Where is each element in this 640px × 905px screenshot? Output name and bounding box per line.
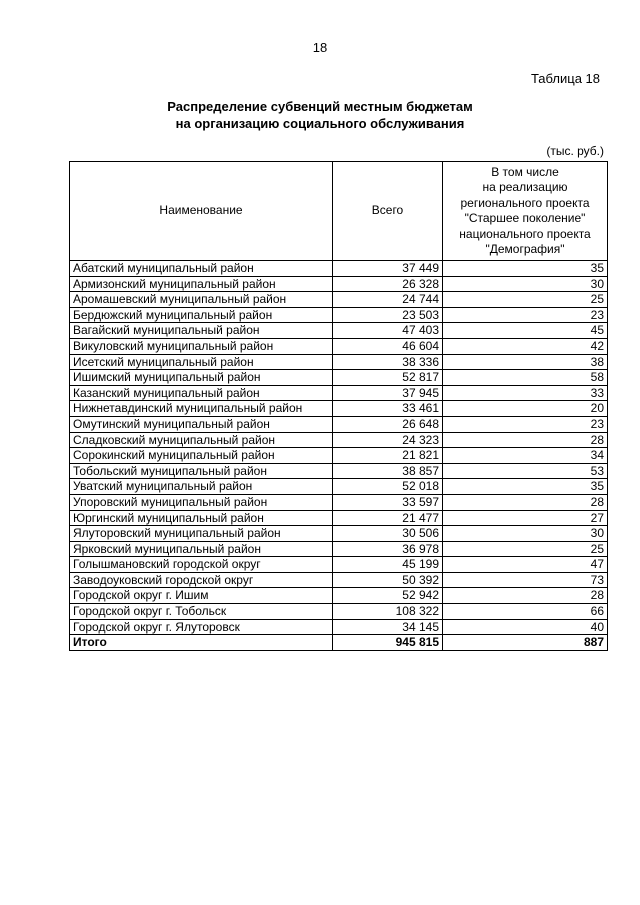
cell-name: Городской округ г. Ишим (70, 588, 333, 604)
table-row (70, 261, 608, 277)
cell-name: Ялуторовский муниципальный район (70, 526, 333, 542)
cell-project: 33 (443, 385, 608, 401)
cell-total: 26 328 (333, 276, 443, 292)
header-project-line: В том числе (491, 164, 559, 179)
total-sum: 945 815 (333, 635, 443, 651)
cell-project: 66 (443, 604, 608, 620)
cell-project: 53 (443, 463, 608, 479)
table-row (70, 572, 608, 588)
cell-name: Голышмановский городской округ (70, 557, 333, 573)
cell-project: 38 (443, 354, 608, 370)
cell-total: 46 604 (333, 338, 443, 354)
cell-total: 52 942 (333, 588, 443, 604)
table-label: Таблица 18 (530, 71, 600, 86)
cell-name: Ярковский муниципальный район (70, 541, 333, 557)
cell-project: 23 (443, 416, 608, 432)
cell-project: 28 (443, 588, 608, 604)
cell-name: Юргинский муниципальный район (70, 510, 333, 526)
cell-project: 25 (443, 292, 608, 308)
cell-name: Абатский муниципальный район (70, 261, 333, 277)
cell-total: 37 449 (333, 261, 443, 277)
table-body (70, 261, 608, 651)
table-row (70, 323, 608, 339)
table-row (70, 416, 608, 432)
cell-project: 28 (443, 432, 608, 448)
table-header-row (70, 162, 608, 261)
subvention-table (69, 161, 608, 651)
cell-project: 30 (443, 526, 608, 542)
table-row (70, 338, 608, 354)
cell-total: 108 322 (333, 604, 443, 620)
title-line-1: Распределение субвенций местным бюджетам (167, 99, 473, 114)
cell-total: 38 857 (333, 463, 443, 479)
cell-project: 40 (443, 619, 608, 635)
cell-name: Нижнетавдинский муниципальный район (70, 401, 333, 417)
cell-total: 33 461 (333, 401, 443, 417)
header-project-line: национального проекта (459, 226, 591, 241)
cell-name: Аромашевский муниципальный район (70, 292, 333, 308)
table-row (70, 479, 608, 495)
cell-total: 21 821 (333, 448, 443, 464)
cell-total: 21 477 (333, 510, 443, 526)
cell-total: 52 018 (333, 479, 443, 495)
units-label: (тыс. руб.) (546, 144, 604, 158)
table-row (70, 370, 608, 386)
document-title (0, 98, 640, 132)
cell-name: Исетский муниципальный район (70, 354, 333, 370)
cell-name: Городской округ г. Тобольск (70, 604, 333, 620)
cell-project: 42 (443, 338, 608, 354)
cell-project: 23 (443, 307, 608, 323)
table-row (70, 619, 608, 635)
cell-total: 37 945 (333, 385, 443, 401)
cell-total: 47 403 (333, 323, 443, 339)
cell-name: Заводоуковский городской округ (70, 572, 333, 588)
table-row (70, 557, 608, 573)
table-row (70, 307, 608, 323)
cell-total: 50 392 (333, 572, 443, 588)
header-project-line: на реализацию (482, 180, 568, 194)
cell-total: 36 978 (333, 541, 443, 557)
header-project-line: регионального проекта (460, 195, 590, 210)
cell-total: 52 817 (333, 370, 443, 386)
cell-name: Сорокинский муниципальный район (70, 448, 333, 464)
table-row (70, 401, 608, 417)
cell-name: Упоровский муниципальный район (70, 494, 333, 510)
cell-project: 34 (443, 448, 608, 464)
table-row (70, 588, 608, 604)
table-row (70, 604, 608, 620)
cell-name: Ишимский муниципальный район (70, 370, 333, 386)
page-number: 18 (312, 40, 328, 55)
cell-project: 25 (443, 541, 608, 557)
header-total: Всего (333, 162, 443, 261)
cell-name: Уватский муниципальный район (70, 479, 333, 495)
cell-name: Сладковский муниципальный район (70, 432, 333, 448)
table-row (70, 385, 608, 401)
table-row (70, 292, 608, 308)
cell-name: Армизонский муниципальный район (70, 276, 333, 292)
cell-name: Викуловский муниципальный район (70, 338, 333, 354)
cell-name: Бердюжский муниципальный район (70, 307, 333, 323)
cell-name: Вагайский муниципальный район (70, 323, 333, 339)
cell-project: 35 (443, 261, 608, 277)
cell-project: 28 (443, 494, 608, 510)
cell-total: 45 199 (333, 557, 443, 573)
cell-total: 23 503 (333, 307, 443, 323)
table-row (70, 541, 608, 557)
cell-project: 58 (443, 370, 608, 386)
header-project-line: "Демография" (485, 242, 565, 256)
cell-total: 26 648 (333, 416, 443, 432)
table-row (70, 432, 608, 448)
header-project-line: "Старшее поколение" (464, 211, 586, 225)
cell-project: 47 (443, 557, 608, 573)
total-project: 887 (443, 635, 608, 651)
table-row (70, 526, 608, 542)
table-row (70, 510, 608, 526)
table-row (70, 494, 608, 510)
total-row (70, 635, 608, 651)
table-row (70, 354, 608, 370)
header-project (443, 162, 608, 261)
cell-project: 45 (443, 323, 608, 339)
cell-total: 34 145 (333, 619, 443, 635)
cell-total: 24 323 (333, 432, 443, 448)
cell-project: 35 (443, 479, 608, 495)
cell-total: 33 597 (333, 494, 443, 510)
cell-name: Казанский муниципальный район (70, 385, 333, 401)
cell-name: Омутинский муниципальный район (70, 416, 333, 432)
table-row (70, 276, 608, 292)
cell-total: 38 336 (333, 354, 443, 370)
cell-project: 30 (443, 276, 608, 292)
table-row (70, 463, 608, 479)
header-name: Наименование (70, 162, 333, 261)
total-name: Итого (70, 635, 333, 651)
cell-project: 27 (443, 510, 608, 526)
cell-project: 20 (443, 401, 608, 417)
cell-name: Городской округ г. Ялуторовск (70, 619, 333, 635)
cell-project: 73 (443, 572, 608, 588)
cell-total: 30 506 (333, 526, 443, 542)
cell-total: 24 744 (333, 292, 443, 308)
cell-name: Тобольский муниципальный район (70, 463, 333, 479)
title-line-2: на организацию социального обслуживания (175, 116, 465, 131)
table-row (70, 448, 608, 464)
